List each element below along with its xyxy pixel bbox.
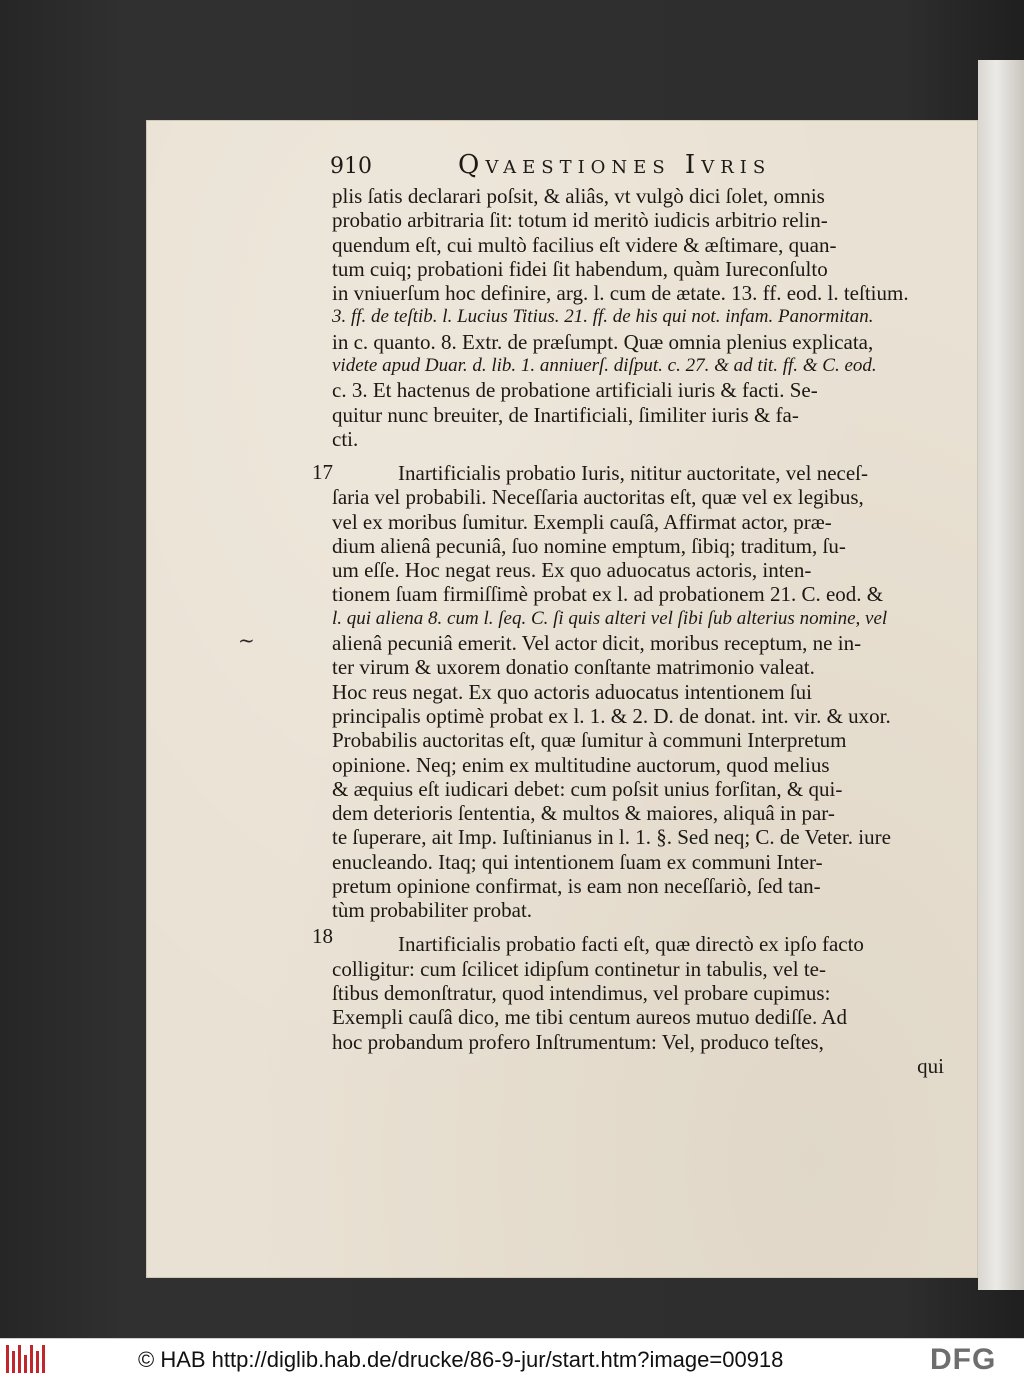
- text-line: enucleando. Itaq; qui intentionem ſuam ex communi Inter-: [332, 849, 823, 874]
- margin-mark: ~: [238, 628, 255, 652]
- page-header: [330, 148, 950, 184]
- text-line: pretum opinione confirmat, is eam non neceſſariò, ſed tan-: [332, 874, 821, 899]
- text-line: c. 3. Et hactenus de probatione artificiali iuris & facti. Se-: [332, 378, 818, 403]
- text-line: videte apud Duar. d. lib. 1. anniuerſ. diſput. c. 27. & ad tit. ff. & C. eod.: [332, 355, 877, 377]
- running-title: Qvaestiones Ivris: [458, 150, 772, 180]
- margin-number: 18: [312, 924, 333, 948]
- text-line: tionem ſuam firmiſſimè probat ex l. ad probationem 21. C. eod. &: [332, 582, 884, 607]
- body-text: [332, 184, 944, 1078]
- text-line: in vniuerſum hoc definire, arg. l. cum de ætate. 13. ff. eod. l. teſtium.: [332, 281, 909, 306]
- dfg-logo: DFG: [930, 1343, 997, 1376]
- text-line: Exempli cauſâ dico, me tibi centum aureos mutuo dediſſe. Ad: [332, 1005, 847, 1030]
- text-line: colligitur: cum ſcilicet idipſum continetur in tabulis, vel te-: [332, 956, 826, 981]
- text-line: tum cuiq; probationi fidei ſit habendum, quàm Iureconſulto: [332, 256, 828, 281]
- text-line: Inartificialis probatio facti eſt, quæ directò ex ipſo facto: [398, 932, 864, 957]
- text-line: cti.: [332, 426, 359, 451]
- text-line: te ſuperare, ait Imp. Iuſtinianus in l. 1. §. Sed neq; C. de Veter. iure: [332, 825, 891, 850]
- text-line: in c. quanto. 8. Extr. de præſumpt. Quæ omnia plenius explicata,: [332, 329, 874, 354]
- text-line: quitur nunc breuiter, de Inartificiali, ſimiliter iuris & fa-: [332, 402, 799, 427]
- text-line: alienâ pecuniâ emerit. Vel actor dicit, moribus receptum, ne in-: [332, 631, 862, 656]
- catchword: qui: [917, 1053, 944, 1078]
- text-line: ſtibus demonſtratur, quod intendimus, vel probare cupimus:: [332, 980, 831, 1005]
- text-line: probatio arbitraria ſit: totum id meritò iudicis arbitrio relin-: [332, 208, 828, 233]
- text-line: hoc probandum profero Inſtrumentum: Vel, produco teſtes,: [332, 1029, 824, 1054]
- text-line: Hoc reus negat. Ex quo actoris aduocatus intentionem ſui: [332, 679, 812, 704]
- hab-logo: [6, 1345, 46, 1373]
- text-line: dium alienâ pecuniâ, ſuo nomine emptum, ſibiq; traditum, ſu-: [332, 533, 846, 558]
- text-line: ſaria vel probabili. Neceſſaria auctoritas eſt, quæ vel ex legibus,: [332, 485, 864, 510]
- text-line: plis ſatis declarari poſsit, & aliâs, vt vulgò dici ſolet, omnis: [332, 184, 825, 208]
- text-line: 3. ff. de teſtib. l. Lucius Titius. 21. ff. de his qui not. infam. Panormitan.: [332, 306, 874, 328]
- text-line: principalis optimè probat ex l. 1. & 2. D. de donat. int. vir. & uxor.: [332, 703, 891, 728]
- text-line: l. qui aliena 8. cum l. ſeq. C. ſi quis alteri vel ſibi ſub alterius nomine, vel: [332, 607, 888, 629]
- text-line: um eſſe. Hoc negat reus. Ex quo aduocatus actoris, inten-: [332, 558, 812, 583]
- text-line: dem deterioris ſententia, & multos & maiores, aliquâ in par-: [332, 801, 835, 826]
- text-line: Inartificialis probatio Iuris, nititur auctoritate, vel neceſ-: [398, 460, 868, 485]
- text-line: vel ex moribus ſumitur. Exempli cauſâ, Affirmat actor, præ-: [332, 509, 832, 534]
- margin-number: 17: [312, 460, 333, 484]
- page-number: 910: [330, 154, 372, 179]
- text-line: Probabilis auctoritas eſt, quæ ſumitur à communi Interpretum: [332, 728, 847, 753]
- next-page-edge: [978, 60, 1024, 1290]
- text-line: & æquius eſt iudicari debet: cum poſsit unius forſitan, & qui-: [332, 776, 843, 801]
- footer-permalink[interactable]: © HAB http://diglib.hab.de/drucke/86-9-jur/start.htm?image=00918: [138, 1347, 784, 1372]
- text-line: quendum eſt, cui multò facilius eſt videre & æſtimare, quan-: [332, 232, 837, 257]
- viewer-footer: [0, 1338, 1024, 1379]
- text-line: ter virum & uxorem donatio conſtante matrimonio valeat.: [332, 655, 815, 680]
- text-line: opinione. Neq; enim ex multitudine auctorum, quod melius: [332, 752, 830, 777]
- text-line: tùm probabiliter probat.: [332, 898, 533, 923]
